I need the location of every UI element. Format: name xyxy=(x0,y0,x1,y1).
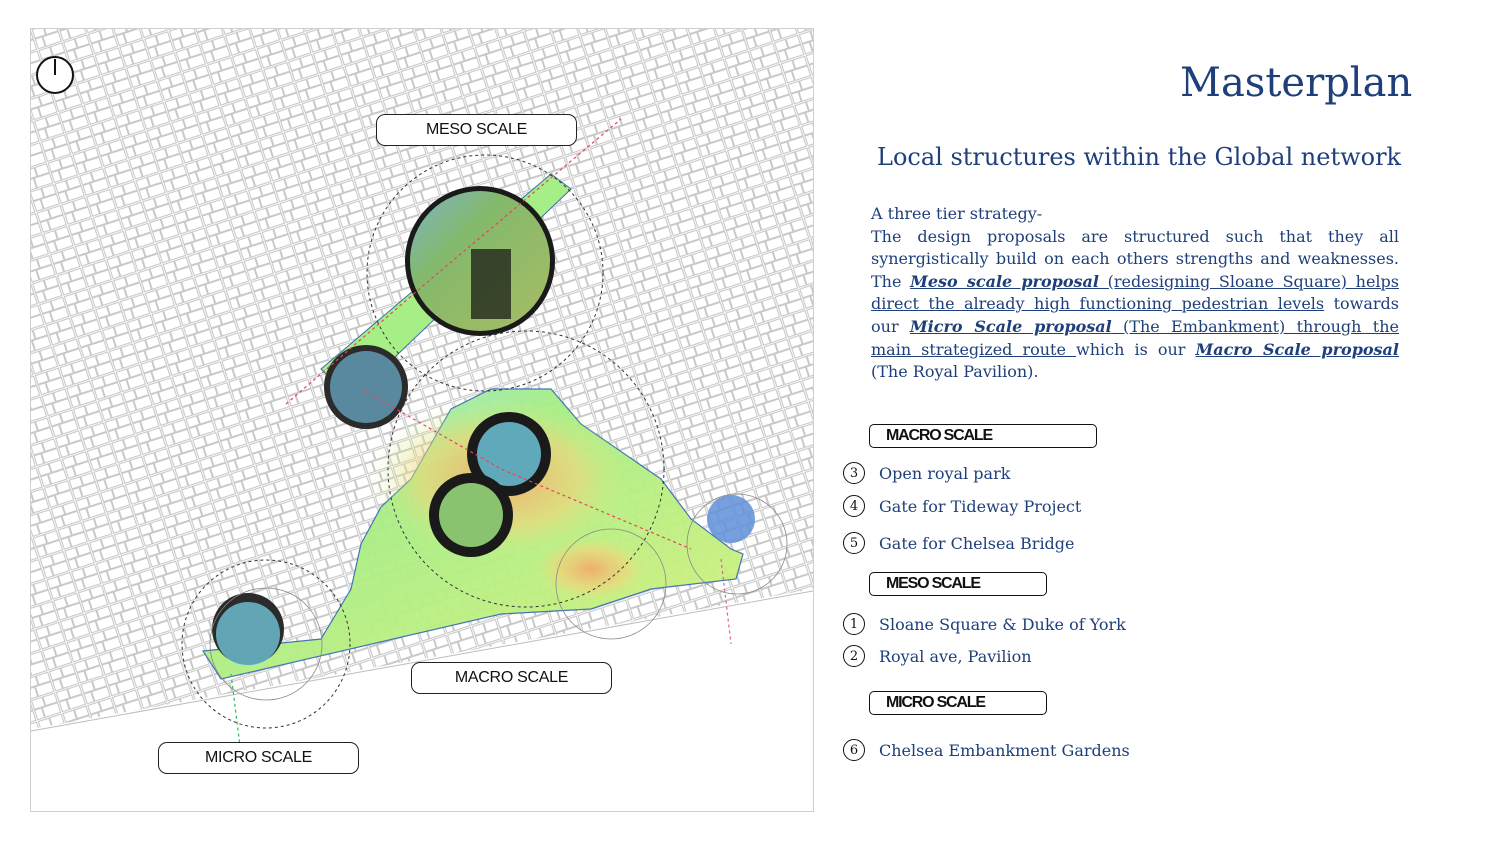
legend-item xyxy=(843,611,1126,637)
body-text-part: which is our xyxy=(1076,339,1196,359)
body-text-underlined: (The Embankment) through the main strategized route xyxy=(871,316,1400,359)
north-arrow-icon xyxy=(36,56,74,94)
legend-number: 3 xyxy=(843,462,865,484)
legend-number: 6 xyxy=(843,739,865,761)
legend-item xyxy=(843,460,1010,486)
body-text-part: (The Royal Pavilion). xyxy=(871,362,1039,382)
legend-label: Royal ave, Pavilion xyxy=(879,646,1032,666)
map-label-micro: MICRO SCALE xyxy=(158,742,359,774)
page-subtitle: Local structures within the Global network xyxy=(877,143,1402,171)
legend-label: Gate for Chelsea Bridge xyxy=(879,533,1075,553)
legend-number: 5 xyxy=(843,532,865,554)
meso-link[interactable]: Meso scale proposal xyxy=(910,271,1099,291)
strategy-description xyxy=(871,203,1399,384)
legend-heading-macro: MACRO SCALE xyxy=(869,424,1097,448)
legend-label: Sloane Square & Duke of York xyxy=(879,614,1126,634)
body-text-part: The design proposals are structured such that they all synergistically build on each others strengths and weaknesses. The xyxy=(871,226,1399,291)
legend-label: Gate for Tideway Project xyxy=(879,496,1082,516)
legend-label: Open royal park xyxy=(879,463,1011,483)
legend-number: 1 xyxy=(843,613,865,635)
intro-line: A three tier strategy- xyxy=(871,204,1043,223)
legend-label: Chelsea Embankment Gardens xyxy=(879,740,1130,760)
micro-link[interactable]: Micro Scale proposal xyxy=(909,316,1112,336)
legend-number: 2 xyxy=(843,645,865,667)
legend-item xyxy=(843,737,1130,763)
page-title: Masterplan xyxy=(1180,60,1413,106)
legend-item xyxy=(843,493,1081,519)
body-text-part: towards our xyxy=(871,294,1399,336)
legend-item xyxy=(843,643,1032,669)
legend-heading-meso: MESO SCALE xyxy=(869,572,1047,596)
legend-item xyxy=(843,530,1075,556)
legend-number: 4 xyxy=(843,495,865,517)
body-text-underlined: (redesigning Sloane Square) helps direct the already high functioning pedestrian levels xyxy=(871,271,1399,314)
map-label-macro: MACRO SCALE xyxy=(411,662,612,694)
map-label-meso: MESO SCALE xyxy=(376,114,577,146)
legend-heading-micro: MICRO SCALE xyxy=(869,691,1047,715)
macro-link[interactable]: Macro Scale proposal xyxy=(1195,339,1400,359)
